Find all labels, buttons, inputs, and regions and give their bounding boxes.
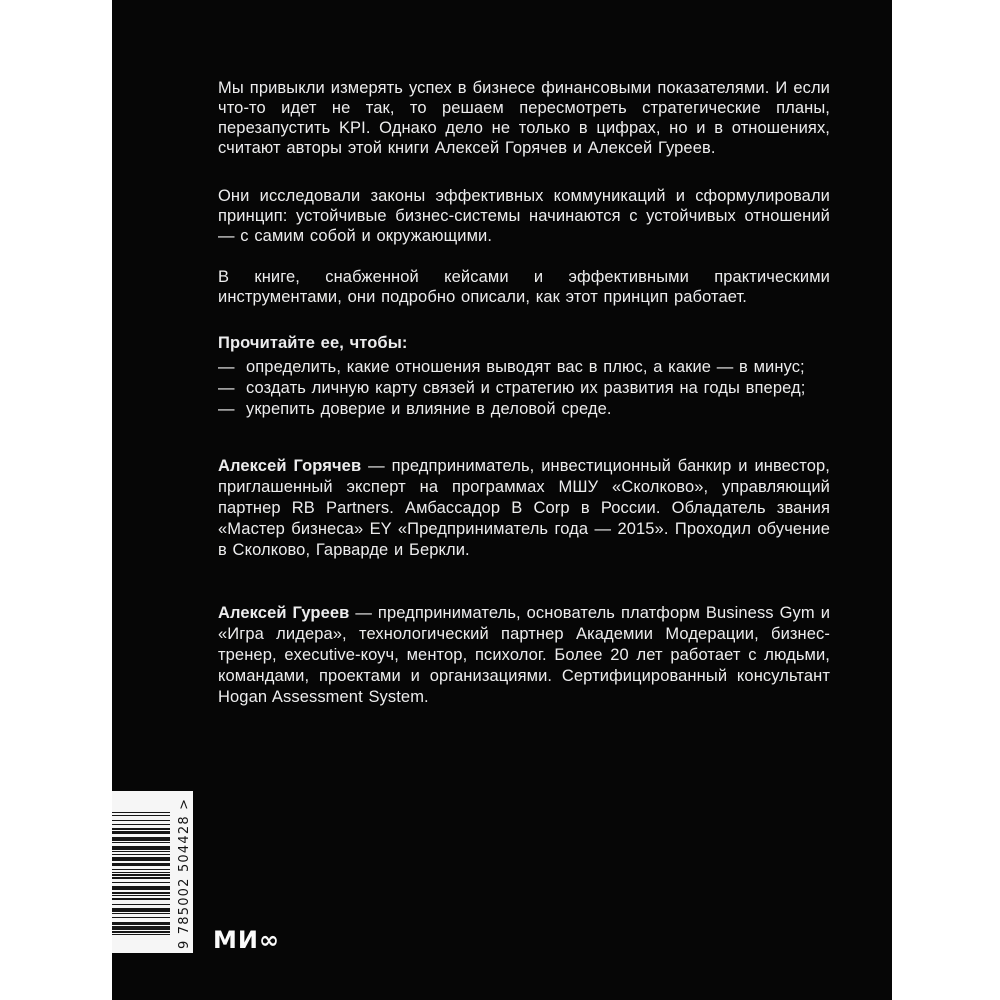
author-bio-text: — предприниматель, инвестиционный банкир и инвестор, приглашенный эксперт на программах МШУ «Сколково», управляющий партнер RB Partners. Амбассадор B Corp в России. Обладатель звания «Мастер бизнеса» EY «Предприниматель года — 2015». Проходил обучение в Сколково, Гарварде и Беркли. [218, 457, 830, 559]
mif-publisher-logo: МИ∞ [213, 926, 280, 954]
checklist-item-text: создать личную карту связей и стратегию их развития на годы вперед; [246, 379, 806, 397]
intro-paragraph-2: Они исследовали законы эффективных коммуникаций и сформулировали принцип: устойчивые бизнес-системы начинаются с устойчивых отношений — с самим собой и окружающими. [218, 187, 830, 245]
author-bio-goryachev [218, 456, 830, 561]
checklist [218, 333, 830, 420]
author-bio-text: — предприниматель, основатель платформ Business Gym и «Игра лидера», технологический партнер Академии Модерации, бизнес-тренер, executive-коуч, ментор, психолог. Более 20 лет работает с людьми, командами, проектами и организациями. Сертифицированный консультант Hogan Assessment System. [218, 604, 831, 706]
barcode-number [177, 791, 192, 953]
intro-paragraph-1: Мы привыкли измерять успех в бизнесе финансовыми показателями. И если что-то идет не так, то решаем пересмотреть стратегические планы, перезапустить KPI. Однако дело не только в цифрах, но и в отношениях, считают авторы этой книги Алексей Горячев и Алексей Гуреев. [218, 79, 830, 157]
em-dash-bullet: — [218, 379, 235, 397]
barcode-bars [112, 812, 170, 935]
barcode [112, 791, 193, 953]
book-back-cover [112, 0, 892, 1000]
intro-paragraph-3: В книге, снабженной кейсами и эффективными практическими инструментами, они подробно описали, как этот принцип работает. [218, 268, 830, 306]
checklist-item [218, 378, 830, 399]
em-dash-bullet: — [218, 400, 235, 418]
author-bio-gureev [218, 603, 830, 708]
checklist-item [218, 357, 830, 378]
author-name: Алексей Гуреев [218, 604, 350, 622]
author-name: Алексей Горячев [218, 457, 362, 475]
checklist-item-text: укрепить доверие и влияние в деловой среде. [246, 400, 612, 418]
barcode-arrow: > [177, 797, 192, 810]
checklist-item [218, 399, 830, 420]
checklist-header: Прочитайте ее, чтобы: [218, 334, 408, 352]
em-dash-bullet: — [218, 358, 235, 376]
checklist-item-text: определить, какие отношения выводят вас в плюс, а какие — в минус; [246, 358, 805, 376]
barcode-digits-text: 9 785002 504428 [177, 815, 192, 949]
